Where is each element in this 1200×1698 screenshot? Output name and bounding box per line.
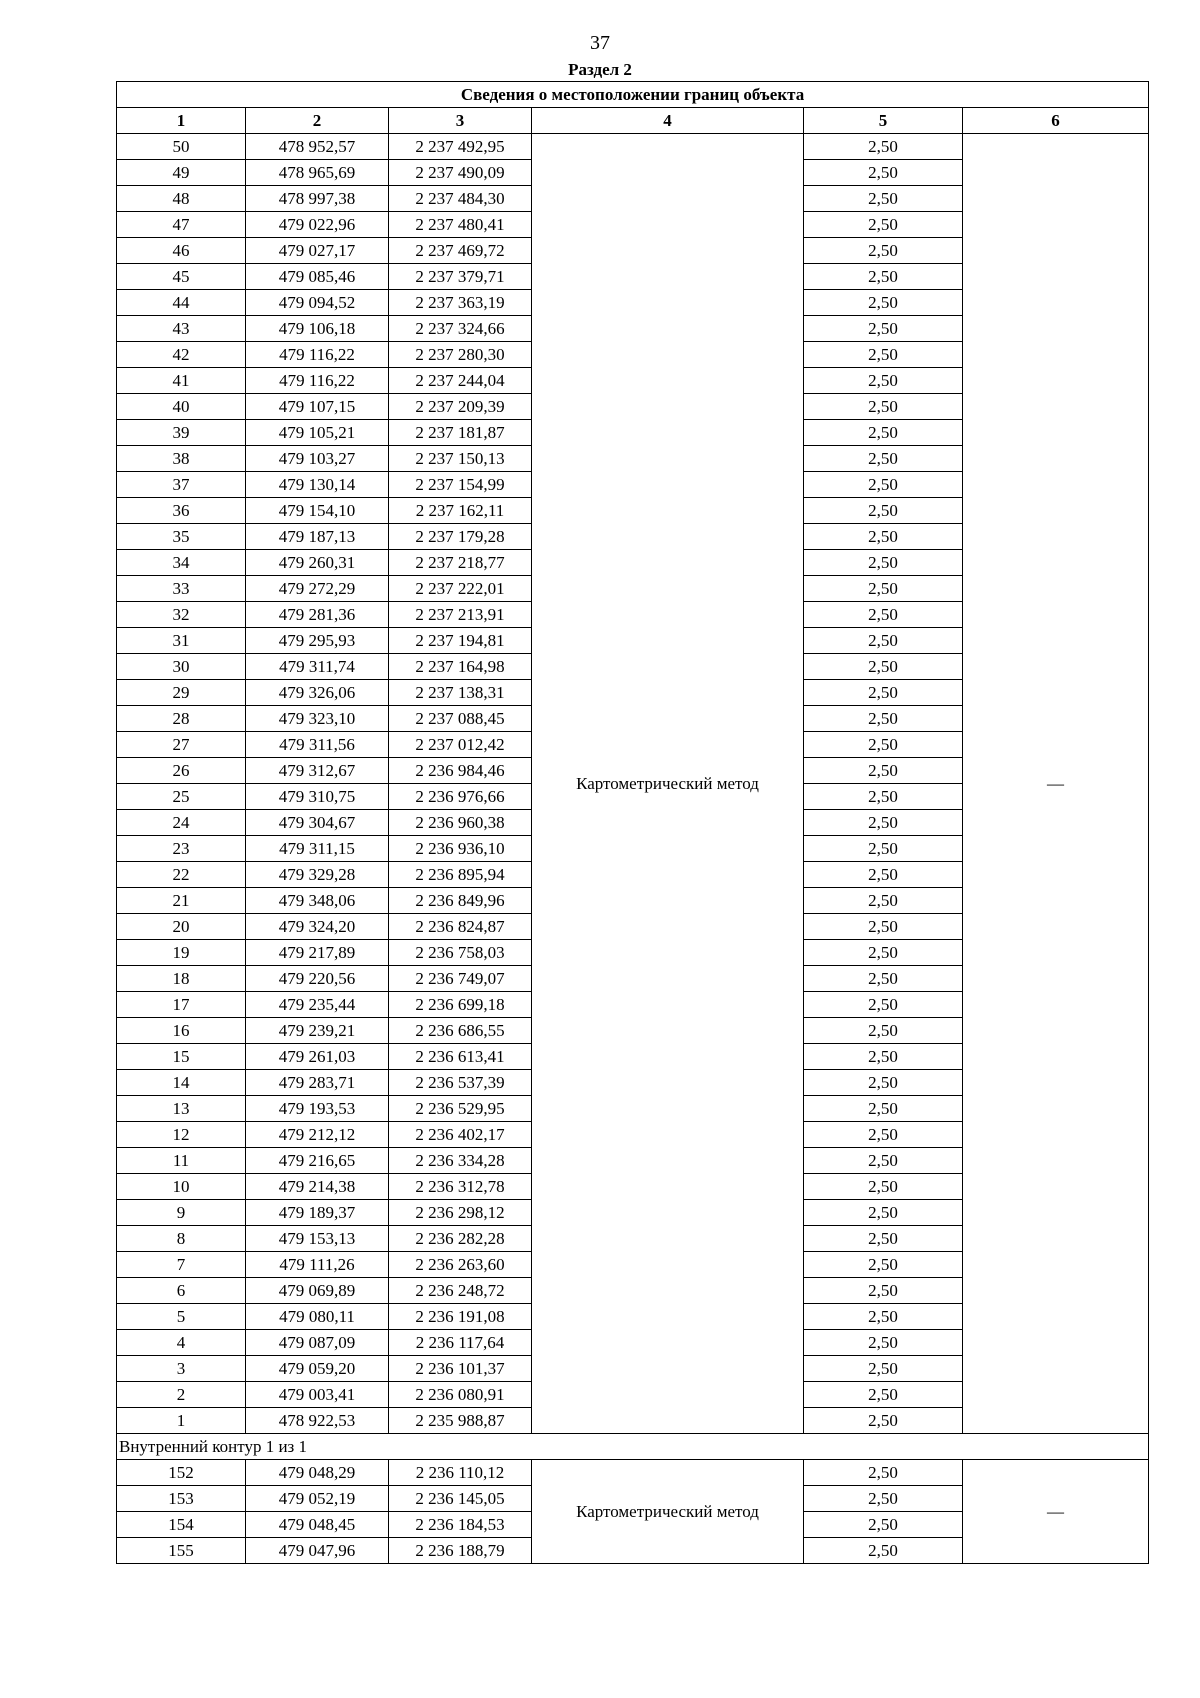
x-coordinate-cell: 479 348,06 <box>246 888 389 914</box>
accuracy-cell: 2,50 <box>804 732 963 758</box>
accuracy-cell: 2,50 <box>804 524 963 550</box>
x-coordinate-cell: 479 027,17 <box>246 238 389 264</box>
y-coordinate-cell: 2 237 244,04 <box>389 368 532 394</box>
x-coordinate-cell: 479 103,27 <box>246 446 389 472</box>
x-coordinate-cell: 479 085,46 <box>246 264 389 290</box>
x-coordinate-cell: 479 003,41 <box>246 1382 389 1408</box>
y-coordinate-cell: 2 237 179,28 <box>389 524 532 550</box>
x-coordinate-cell: 479 212,12 <box>246 1122 389 1148</box>
x-coordinate-cell: 479 116,22 <box>246 342 389 368</box>
point-number-cell: 29 <box>117 680 246 706</box>
y-coordinate-cell: 2 237 379,71 <box>389 264 532 290</box>
x-coordinate-cell: 479 281,36 <box>246 602 389 628</box>
point-number-cell: 47 <box>117 212 246 238</box>
x-coordinate-cell: 479 312,67 <box>246 758 389 784</box>
point-number-cell: 18 <box>117 966 246 992</box>
accuracy-cell: 2,50 <box>804 888 963 914</box>
x-coordinate-cell: 479 048,29 <box>246 1460 389 1486</box>
point-number-cell: 153 <box>117 1486 246 1512</box>
point-number-cell: 35 <box>117 524 246 550</box>
accuracy-cell: 2,50 <box>804 1382 963 1408</box>
column-number: 4 <box>532 108 804 134</box>
y-coordinate-cell: 2 237 138,31 <box>389 680 532 706</box>
x-coordinate-cell: 479 130,14 <box>246 472 389 498</box>
column-number: 3 <box>389 108 532 134</box>
y-coordinate-cell: 2 236 936,10 <box>389 836 532 862</box>
x-coordinate-cell: 479 260,31 <box>246 550 389 576</box>
x-coordinate-cell: 479 304,67 <box>246 810 389 836</box>
accuracy-cell: 2,50 <box>804 992 963 1018</box>
accuracy-cell: 2,50 <box>804 940 963 966</box>
point-number-cell: 44 <box>117 290 246 316</box>
accuracy-cell: 2,50 <box>804 1044 963 1070</box>
accuracy-cell: 2,50 <box>804 160 963 186</box>
method-cell: Картометрический метод <box>532 1460 804 1564</box>
x-coordinate-cell: 479 048,45 <box>246 1512 389 1538</box>
accuracy-cell: 2,50 <box>804 836 963 862</box>
x-coordinate-cell: 479 105,21 <box>246 420 389 446</box>
x-coordinate-cell: 479 187,13 <box>246 524 389 550</box>
y-coordinate-cell: 2 237 194,81 <box>389 628 532 654</box>
point-number-cell: 9 <box>117 1200 246 1226</box>
x-coordinate-cell: 479 261,03 <box>246 1044 389 1070</box>
point-number-cell: 154 <box>117 1512 246 1538</box>
point-number-cell: 33 <box>117 576 246 602</box>
y-coordinate-cell: 2 236 976,66 <box>389 784 532 810</box>
accuracy-cell: 2,50 <box>804 1330 963 1356</box>
y-coordinate-cell: 2 237 492,95 <box>389 134 532 160</box>
point-number-cell: 42 <box>117 342 246 368</box>
point-number-cell: 41 <box>117 368 246 394</box>
point-number-cell: 30 <box>117 654 246 680</box>
accuracy-cell: 2,50 <box>804 914 963 940</box>
x-coordinate-cell: 478 997,38 <box>246 186 389 212</box>
y-coordinate-cell: 2 236 529,95 <box>389 1096 532 1122</box>
y-coordinate-cell: 2 237 181,87 <box>389 420 532 446</box>
point-number-cell: 2 <box>117 1382 246 1408</box>
y-coordinate-cell: 2 237 218,77 <box>389 550 532 576</box>
y-coordinate-cell: 2 236 895,94 <box>389 862 532 888</box>
accuracy-cell: 2,50 <box>804 316 963 342</box>
y-coordinate-cell: 2 236 824,87 <box>389 914 532 940</box>
x-coordinate-cell: 479 217,89 <box>246 940 389 966</box>
y-coordinate-cell: 2 237 280,30 <box>389 342 532 368</box>
accuracy-cell: 2,50 <box>804 498 963 524</box>
point-number-cell: 26 <box>117 758 246 784</box>
x-coordinate-cell: 479 326,06 <box>246 680 389 706</box>
y-coordinate-cell: 2 236 984,46 <box>389 758 532 784</box>
point-number-cell: 27 <box>117 732 246 758</box>
column-number: 5 <box>804 108 963 134</box>
accuracy-cell: 2,50 <box>804 1174 963 1200</box>
y-coordinate-cell: 2 237 154,99 <box>389 472 532 498</box>
x-coordinate-cell: 479 272,29 <box>246 576 389 602</box>
accuracy-cell: 2,50 <box>804 1018 963 1044</box>
point-number-cell: 155 <box>117 1538 246 1564</box>
accuracy-cell: 2,50 <box>804 1408 963 1434</box>
y-coordinate-cell: 2 237 150,13 <box>389 446 532 472</box>
table-row <box>117 134 1149 160</box>
column-number: 6 <box>963 108 1149 134</box>
accuracy-cell: 2,50 <box>804 264 963 290</box>
accuracy-cell: 2,50 <box>804 212 963 238</box>
y-coordinate-cell: 2 236 110,12 <box>389 1460 532 1486</box>
x-coordinate-cell: 479 239,21 <box>246 1018 389 1044</box>
x-coordinate-cell: 478 922,53 <box>246 1408 389 1434</box>
accuracy-cell: 2,50 <box>804 394 963 420</box>
y-coordinate-cell: 2 236 402,17 <box>389 1122 532 1148</box>
y-coordinate-cell: 2 236 537,39 <box>389 1070 532 1096</box>
accuracy-cell: 2,50 <box>804 290 963 316</box>
accuracy-cell: 2,50 <box>804 1096 963 1122</box>
y-coordinate-cell: 2 236 117,64 <box>389 1330 532 1356</box>
accuracy-cell: 2,50 <box>804 1460 963 1486</box>
inner-contour-row <box>117 1434 1149 1460</box>
description-cell: — <box>963 134 1149 1434</box>
point-number-cell: 31 <box>117 628 246 654</box>
y-coordinate-cell: 2 236 960,38 <box>389 810 532 836</box>
x-coordinate-cell: 479 080,11 <box>246 1304 389 1330</box>
outer-contour-group <box>117 134 1149 1434</box>
inner-contour-label: Внутренний контур 1 из 1 <box>117 1434 1149 1460</box>
x-coordinate-cell: 478 965,69 <box>246 160 389 186</box>
y-coordinate-cell: 2 236 263,60 <box>389 1252 532 1278</box>
point-number-cell: 4 <box>117 1330 246 1356</box>
point-number-cell: 15 <box>117 1044 246 1070</box>
y-coordinate-cell: 2 236 191,08 <box>389 1304 532 1330</box>
x-coordinate-cell: 479 193,53 <box>246 1096 389 1122</box>
x-coordinate-cell: 479 216,65 <box>246 1148 389 1174</box>
point-number-cell: 20 <box>117 914 246 940</box>
y-coordinate-cell: 2 237 012,42 <box>389 732 532 758</box>
x-coordinate-cell: 479 283,71 <box>246 1070 389 1096</box>
y-coordinate-cell: 2 236 686,55 <box>389 1018 532 1044</box>
accuracy-cell: 2,50 <box>804 1226 963 1252</box>
y-coordinate-cell: 2 237 469,72 <box>389 238 532 264</box>
point-number-cell: 34 <box>117 550 246 576</box>
y-coordinate-cell: 2 236 334,28 <box>389 1148 532 1174</box>
column-number: 1 <box>117 108 246 134</box>
accuracy-cell: 2,50 <box>804 1512 963 1538</box>
accuracy-cell: 2,50 <box>804 654 963 680</box>
accuracy-cell: 2,50 <box>804 238 963 264</box>
accuracy-cell: 2,50 <box>804 784 963 810</box>
point-number-cell: 6 <box>117 1278 246 1304</box>
accuracy-cell: 2,50 <box>804 186 963 212</box>
y-coordinate-cell: 2 237 324,66 <box>389 316 532 342</box>
point-number-cell: 12 <box>117 1122 246 1148</box>
y-coordinate-cell: 2 236 298,12 <box>389 1200 532 1226</box>
point-number-cell: 24 <box>117 810 246 836</box>
accuracy-cell: 2,50 <box>804 1304 963 1330</box>
y-coordinate-cell: 2 236 145,05 <box>389 1486 532 1512</box>
point-number-cell: 43 <box>117 316 246 342</box>
y-coordinate-cell: 2 236 184,53 <box>389 1512 532 1538</box>
point-number-cell: 49 <box>117 160 246 186</box>
accuracy-cell: 2,50 <box>804 1148 963 1174</box>
x-coordinate-cell: 478 952,57 <box>246 134 389 160</box>
x-coordinate-cell: 479 310,75 <box>246 784 389 810</box>
x-coordinate-cell: 479 153,13 <box>246 1226 389 1252</box>
y-coordinate-cell: 2 236 282,28 <box>389 1226 532 1252</box>
y-coordinate-cell: 2 237 209,39 <box>389 394 532 420</box>
y-coordinate-cell: 2 237 213,91 <box>389 602 532 628</box>
point-number-cell: 36 <box>117 498 246 524</box>
page-number: 37 <box>590 32 610 54</box>
accuracy-cell: 2,50 <box>804 966 963 992</box>
accuracy-cell: 2,50 <box>804 446 963 472</box>
y-coordinate-cell: 2 237 162,11 <box>389 498 532 524</box>
y-coordinate-cell: 2 236 749,07 <box>389 966 532 992</box>
x-coordinate-cell: 479 059,20 <box>246 1356 389 1382</box>
point-number-cell: 21 <box>117 888 246 914</box>
accuracy-cell: 2,50 <box>804 472 963 498</box>
y-coordinate-cell: 2 237 222,01 <box>389 576 532 602</box>
method-cell: Картометрический метод <box>532 134 804 1434</box>
point-number-cell: 46 <box>117 238 246 264</box>
y-coordinate-cell: 2 236 758,03 <box>389 940 532 966</box>
x-coordinate-cell: 479 052,19 <box>246 1486 389 1512</box>
point-number-cell: 16 <box>117 1018 246 1044</box>
accuracy-cell: 2,50 <box>804 602 963 628</box>
accuracy-cell: 2,50 <box>804 628 963 654</box>
point-number-cell: 1 <box>117 1408 246 1434</box>
x-coordinate-cell: 479 111,26 <box>246 1252 389 1278</box>
accuracy-cell: 2,50 <box>804 680 963 706</box>
boundary-coordinates-table <box>116 81 1149 1564</box>
x-coordinate-cell: 479 311,74 <box>246 654 389 680</box>
y-coordinate-cell: 2 237 164,98 <box>389 654 532 680</box>
y-coordinate-cell: 2 236 101,37 <box>389 1356 532 1382</box>
y-coordinate-cell: 2 237 484,30 <box>389 186 532 212</box>
point-number-cell: 8 <box>117 1226 246 1252</box>
accuracy-cell: 2,50 <box>804 1122 963 1148</box>
x-coordinate-cell: 479 235,44 <box>246 992 389 1018</box>
x-coordinate-cell: 479 022,96 <box>246 212 389 238</box>
accuracy-cell: 2,50 <box>804 342 963 368</box>
x-coordinate-cell: 479 214,38 <box>246 1174 389 1200</box>
x-coordinate-cell: 479 295,93 <box>246 628 389 654</box>
x-coordinate-cell: 479 087,09 <box>246 1330 389 1356</box>
column-number: 2 <box>246 108 389 134</box>
x-coordinate-cell: 479 094,52 <box>246 290 389 316</box>
point-number-cell: 13 <box>117 1096 246 1122</box>
accuracy-cell: 2,50 <box>804 1486 963 1512</box>
x-coordinate-cell: 479 329,28 <box>246 862 389 888</box>
y-coordinate-cell: 2 237 363,19 <box>389 290 532 316</box>
accuracy-cell: 2,50 <box>804 1200 963 1226</box>
accuracy-cell: 2,50 <box>804 1356 963 1382</box>
x-coordinate-cell: 479 047,96 <box>246 1538 389 1564</box>
point-number-cell: 23 <box>117 836 246 862</box>
x-coordinate-cell: 479 106,18 <box>246 316 389 342</box>
y-coordinate-cell: 2 236 188,79 <box>389 1538 532 1564</box>
y-coordinate-cell: 2 237 088,45 <box>389 706 532 732</box>
accuracy-cell: 2,50 <box>804 368 963 394</box>
accuracy-cell: 2,50 <box>804 862 963 888</box>
x-coordinate-cell: 479 220,56 <box>246 966 389 992</box>
point-number-cell: 3 <box>117 1356 246 1382</box>
point-number-cell: 19 <box>117 940 246 966</box>
point-number-cell: 152 <box>117 1460 246 1486</box>
y-coordinate-cell: 2 236 312,78 <box>389 1174 532 1200</box>
point-number-cell: 40 <box>117 394 246 420</box>
accuracy-cell: 2,50 <box>804 1538 963 1564</box>
accuracy-cell: 2,50 <box>804 1278 963 1304</box>
y-coordinate-cell: 2 237 490,09 <box>389 160 532 186</box>
point-number-cell: 38 <box>117 446 246 472</box>
accuracy-cell: 2,50 <box>804 706 963 732</box>
column-number-row <box>117 108 1149 134</box>
accuracy-cell: 2,50 <box>804 576 963 602</box>
point-number-cell: 37 <box>117 472 246 498</box>
table-caption: Сведения о местоположении границ объекта <box>117 82 1149 108</box>
accuracy-cell: 2,50 <box>804 420 963 446</box>
point-number-cell: 5 <box>117 1304 246 1330</box>
point-number-cell: 22 <box>117 862 246 888</box>
point-number-cell: 45 <box>117 264 246 290</box>
inner-contour-group <box>117 1460 1149 1564</box>
accuracy-cell: 2,50 <box>804 758 963 784</box>
point-number-cell: 50 <box>117 134 246 160</box>
point-number-cell: 39 <box>117 420 246 446</box>
x-coordinate-cell: 479 069,89 <box>246 1278 389 1304</box>
x-coordinate-cell: 479 324,20 <box>246 914 389 940</box>
point-number-cell: 10 <box>117 1174 246 1200</box>
x-coordinate-cell: 479 311,15 <box>246 836 389 862</box>
y-coordinate-cell: 2 237 480,41 <box>389 212 532 238</box>
point-number-cell: 28 <box>117 706 246 732</box>
x-coordinate-cell: 479 323,10 <box>246 706 389 732</box>
table-row <box>117 1460 1149 1486</box>
section-title: Раздел 2 <box>568 60 632 79</box>
y-coordinate-cell: 2 236 080,91 <box>389 1382 532 1408</box>
point-number-cell: 11 <box>117 1148 246 1174</box>
y-coordinate-cell: 2 235 988,87 <box>389 1408 532 1434</box>
point-number-cell: 32 <box>117 602 246 628</box>
x-coordinate-cell: 479 154,10 <box>246 498 389 524</box>
y-coordinate-cell: 2 236 699,18 <box>389 992 532 1018</box>
point-number-cell: 14 <box>117 1070 246 1096</box>
y-coordinate-cell: 2 236 248,72 <box>389 1278 532 1304</box>
x-coordinate-cell: 479 116,22 <box>246 368 389 394</box>
accuracy-cell: 2,50 <box>804 550 963 576</box>
y-coordinate-cell: 2 236 613,41 <box>389 1044 532 1070</box>
accuracy-cell: 2,50 <box>804 1252 963 1278</box>
y-coordinate-cell: 2 236 849,96 <box>389 888 532 914</box>
x-coordinate-cell: 479 311,56 <box>246 732 389 758</box>
accuracy-cell: 2,50 <box>804 810 963 836</box>
point-number-cell: 25 <box>117 784 246 810</box>
x-coordinate-cell: 479 189,37 <box>246 1200 389 1226</box>
accuracy-cell: 2,50 <box>804 1070 963 1096</box>
point-number-cell: 7 <box>117 1252 246 1278</box>
x-coordinate-cell: 479 107,15 <box>246 394 389 420</box>
point-number-cell: 48 <box>117 186 246 212</box>
point-number-cell: 17 <box>117 992 246 1018</box>
description-cell: — <box>963 1460 1149 1564</box>
accuracy-cell: 2,50 <box>804 134 963 160</box>
